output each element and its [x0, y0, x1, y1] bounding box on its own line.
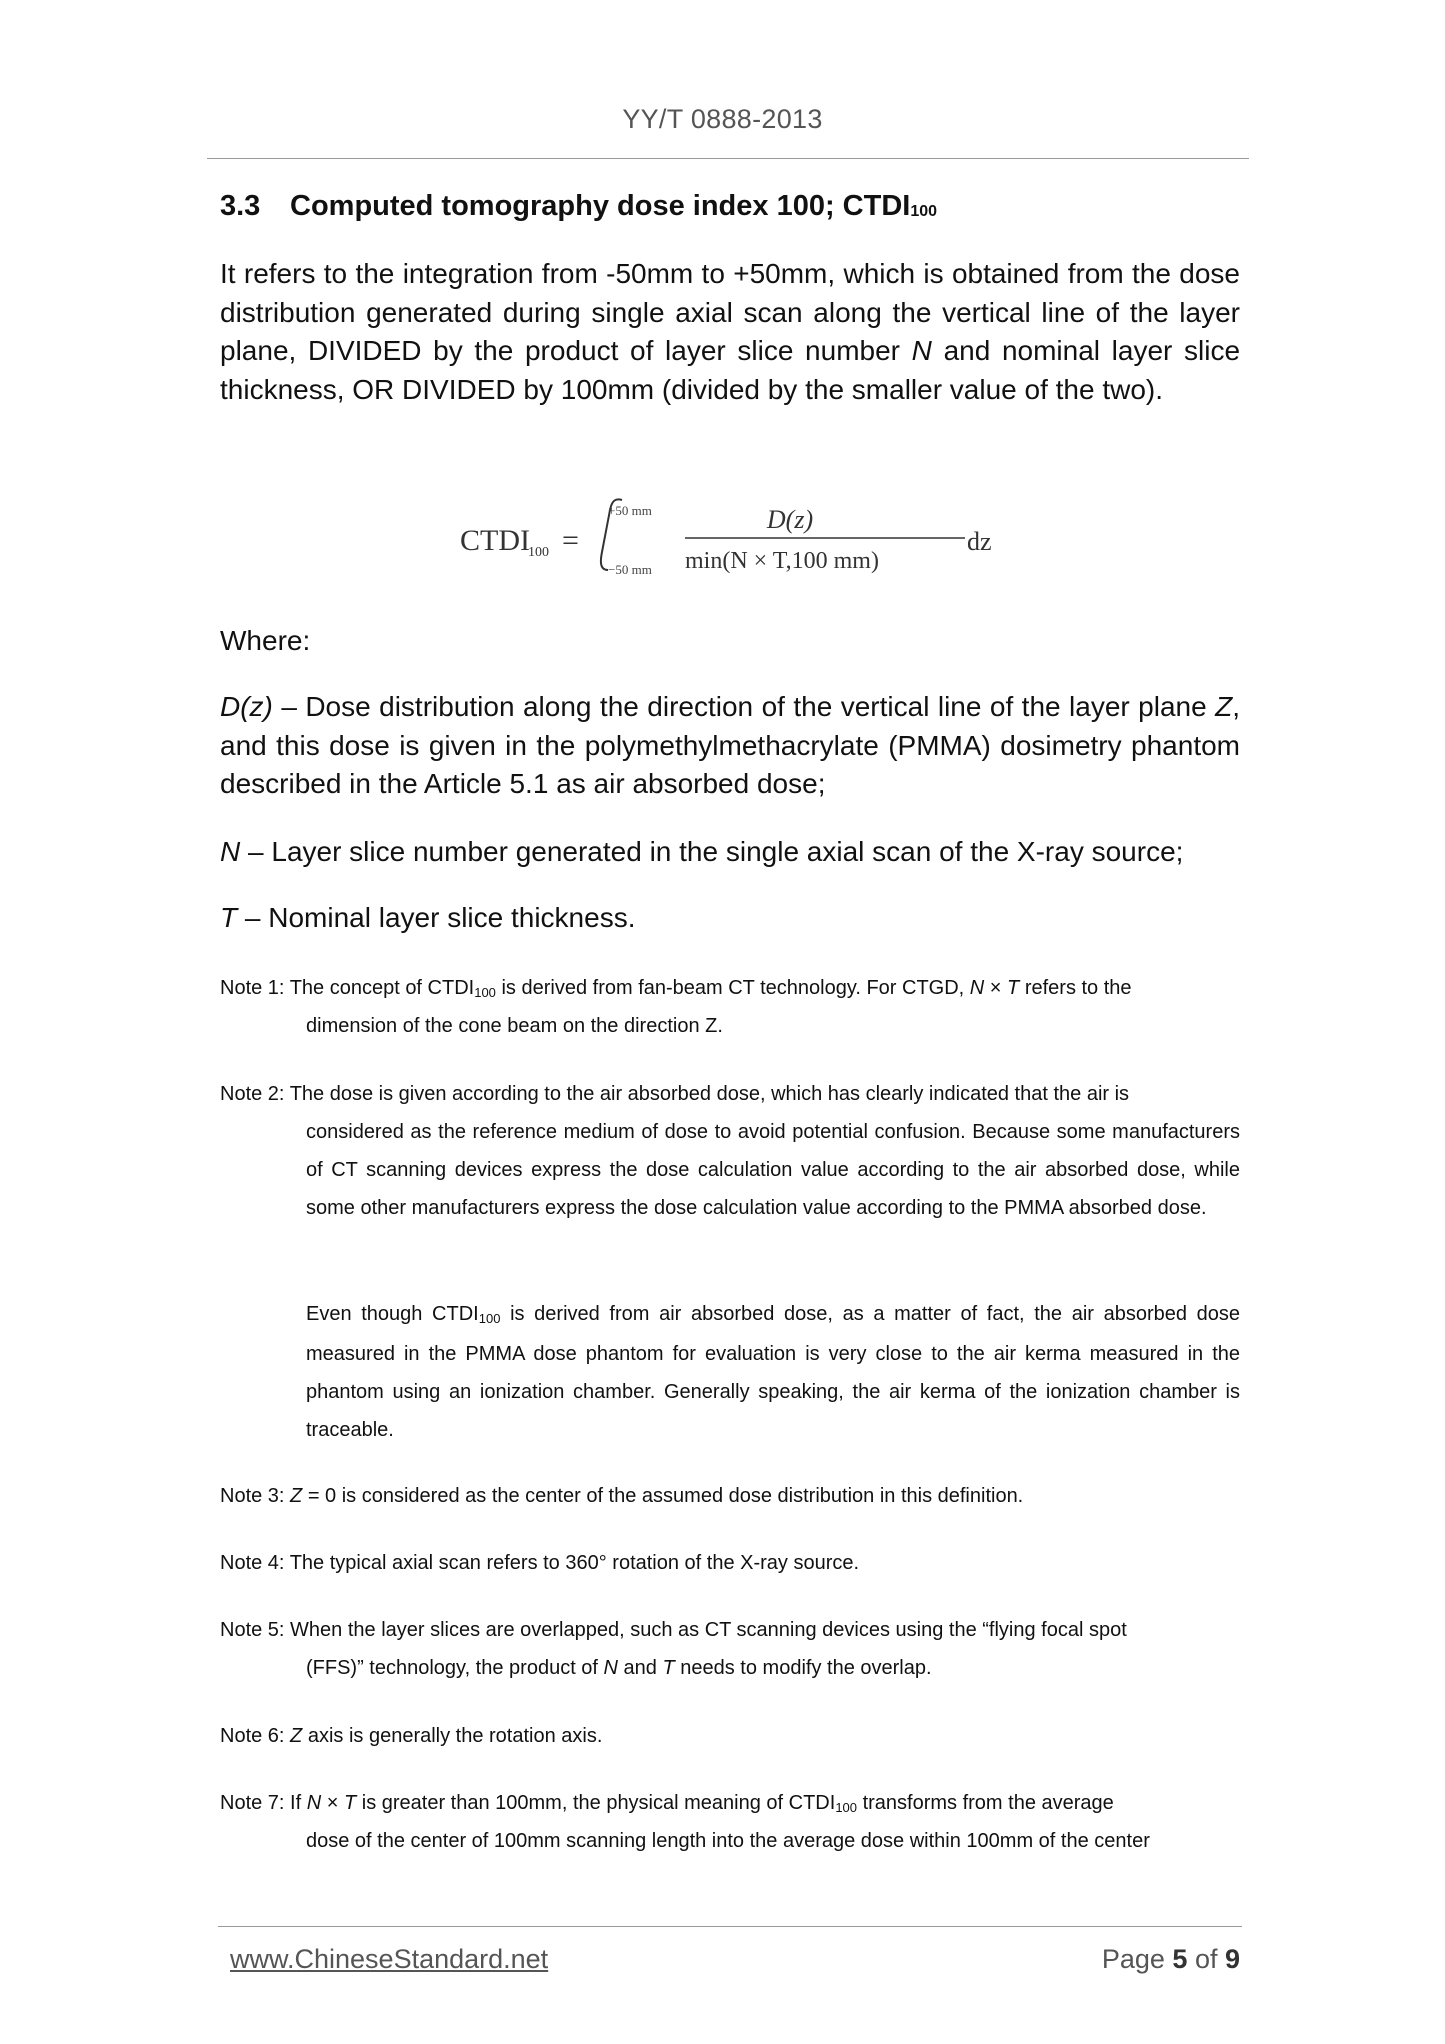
note-variable: N — [603, 1657, 618, 1679]
note-2-continuation: considered as the reference medium of dose to avoid potential confusion. Because some manufacturers of CT scanning devices express the dose calculation value according to the air absorbed dose, while some other manufacturers express the dose calculation value according to the PMMA absorbed dose. — [306, 1121, 1240, 1219]
section-title-subscript: 100 — [910, 203, 938, 220]
note-text: and — [618, 1657, 663, 1679]
intro-text-continued: and nominal layer slice thickness, OR DIVIDED by 100mm (divided by the smaller value of the two). — [220, 335, 1241, 405]
note-text: If — [290, 1792, 307, 1814]
formula-differential: dz — [967, 527, 992, 556]
note-label: Note 2: — [220, 1083, 290, 1105]
section-heading — [220, 190, 937, 223]
definition-text: , and this dose is given in the polymethylmethacrylate (PMMA) dosimetry phantom described in the Article 5.1 as air absorbed dose; — [220, 691, 1240, 799]
note-text: The typical axial scan refers to 360° rotation of the X-ray source. — [289, 1552, 860, 1574]
note-5 — [220, 1611, 1240, 1649]
note-text: transforms from the average — [857, 1792, 1114, 1814]
intro-paragraph — [220, 255, 1240, 409]
note-text: The dose is given according to the air absorbed dose, which has clearly indicated that the air is — [289, 1083, 1130, 1105]
note-text: is derived from fan-beam CT technology. For CTGD, — [495, 977, 970, 999]
ctdi-formula — [460, 492, 1020, 582]
note-text: needs to modify the overlap. — [674, 1657, 932, 1679]
note-7 — [220, 1784, 1240, 1824]
of-word: of — [1187, 1944, 1225, 1974]
intro-variable-n: N — [911, 335, 932, 366]
formula-lhs-subscript: 100 — [528, 545, 549, 560]
definition-dz — [220, 688, 1240, 804]
document-code-header: YY/T 0888-2013 — [622, 104, 823, 134]
formula-equals: = — [562, 524, 579, 557]
note-variable: T — [1007, 977, 1020, 999]
section-title: Computed tomography dose index 100; CTDI — [290, 190, 911, 222]
formula-denominator: min(N × T,100 mm) — [685, 548, 879, 574]
note-variable: T — [662, 1657, 675, 1679]
note-text: The concept of CTDI — [289, 977, 475, 999]
note-variable: Z — [290, 1725, 303, 1747]
note-text: (FFS)” technology, the product of — [306, 1657, 604, 1679]
page-total: 9 — [1224, 1944, 1240, 1974]
page-number: 5 — [1172, 1944, 1188, 1974]
note-variable: Z — [290, 1485, 303, 1507]
formula-lower-limit: −50 mm — [608, 562, 652, 577]
note-label: Note 7: — [220, 1792, 291, 1814]
footer-site-link[interactable]: www.ChineseStandard.net — [230, 1944, 549, 1974]
definition-text: – Layer slice number generated in the single axial scan of the X-ray source; — [240, 836, 1184, 867]
formula-upper-limit: +50 mm — [608, 503, 652, 518]
definition-text: – Nominal layer slice thickness. — [237, 902, 636, 933]
definition-symbol-z: Z — [1215, 691, 1233, 722]
where-label: Where: — [220, 625, 311, 656]
note-label: Note 5: — [220, 1619, 291, 1641]
page-word: Page — [1101, 1944, 1173, 1974]
note-label: Note 6: — [220, 1725, 291, 1747]
definition-symbol-dz: D(z) — [220, 691, 273, 722]
note-6 — [220, 1717, 1240, 1755]
definition-symbol-t: T — [220, 902, 238, 933]
definition-symbol-n: N — [220, 836, 241, 867]
note-label: Note 1: — [220, 977, 290, 999]
note-1-continuation: dimension of the cone beam on the direction Z. — [306, 1015, 723, 1037]
note-text: axis is generally the rotation axis. — [302, 1725, 603, 1747]
intro-text: It refers to the integration from -50mm to +50mm, which is obtained from the dose distribution generated during single axial scan along the vertical line of the layer plane, DIVIDED by the product of layer slice number — [220, 258, 1240, 366]
note-subscript: 100 — [478, 1311, 501, 1326]
note-text: is greater than 100mm, the physical meaning of CTDI — [356, 1792, 836, 1814]
note-text: is derived from air absorbed dose, as a matter of fact, the air absorbed dose measured in the PMMA dose phantom for evaluation is very close to the air kerma measured in the phantom using an ionization chamber. Generally speaking, the air kerma of the ionization chamber is traceable. — [306, 1303, 1241, 1441]
note-subscript: 100 — [835, 1800, 858, 1815]
footer-divider — [218, 1926, 1242, 1927]
note-text: = 0 is considered as the center of the assumed dose distribution in this definition. — [302, 1485, 1024, 1507]
note-subscript: 100 — [474, 985, 496, 1000]
note-2-paragraph-2 — [306, 1295, 1240, 1449]
note-variable: N — [969, 977, 985, 999]
note-label: Note 3: — [220, 1485, 291, 1507]
formula-lhs: CTDI — [460, 524, 530, 557]
note-text: When the layer slices are overlapped, such as CT scanning devices using the “flying focal spot — [290, 1619, 1127, 1641]
note-text: × — [321, 1792, 344, 1814]
note-variable: T — [343, 1792, 357, 1814]
note-text: × — [984, 977, 1008, 999]
note-5-continuation — [306, 1649, 1240, 1687]
note-4 — [220, 1544, 1240, 1582]
definition-t — [220, 899, 1240, 938]
section-number: 3.3 — [220, 190, 261, 222]
note-1 — [220, 969, 1240, 1009]
note-2 — [220, 1075, 1240, 1113]
page-indicator — [1102, 1944, 1240, 1975]
note-variable: N — [306, 1792, 322, 1814]
note-text: Even though CTDI — [306, 1303, 479, 1325]
formula-numerator: D(z) — [766, 505, 814, 534]
note-7-continuation: dose of the center of 100mm scanning length into the average dose within 100mm of the center — [306, 1830, 1150, 1852]
note-text: refers to the — [1019, 977, 1132, 999]
definition-text: – Dose distribution along the direction of the vertical line of the layer plane — [272, 691, 1216, 722]
note-label: Note 4: — [220, 1552, 290, 1574]
header-divider — [207, 158, 1249, 159]
note-3 — [220, 1477, 1240, 1515]
definition-n — [220, 833, 1240, 872]
